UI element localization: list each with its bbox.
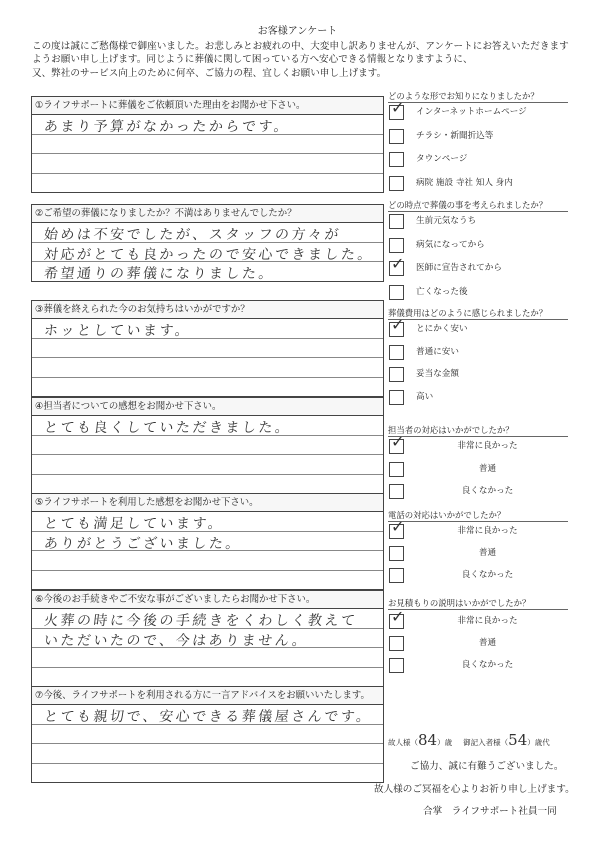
question-4-label: ④担当者についての感想をお聞かせ下さい。 xyxy=(32,398,383,416)
option-label: 妥当な金額 xyxy=(416,369,459,379)
deceased-age-value: 84 xyxy=(418,731,438,749)
writer-age-value: 54 xyxy=(508,731,528,749)
handwritten-answer: あまり予算がなかったからです。 xyxy=(43,119,291,135)
option-label: インターネットホームページ xyxy=(416,107,527,117)
page-title: お客様アンケート xyxy=(257,26,338,37)
question-3 xyxy=(31,300,384,397)
checkbox[interactable] xyxy=(389,98,405,120)
side-question-label: 電話の対応はいかがでしたか？ xyxy=(388,509,568,522)
answer-line[interactable] xyxy=(32,243,383,263)
answer-line[interactable] xyxy=(32,174,383,193)
handwritten-answer: とても良くしていただきました。 xyxy=(43,420,293,436)
answer-line[interactable] xyxy=(32,668,383,687)
checkbox[interactable] xyxy=(389,462,404,477)
option-label: 普通 xyxy=(478,638,497,648)
answer-line[interactable] xyxy=(32,725,383,745)
checkbox[interactable] xyxy=(389,176,404,191)
answer-line[interactable] xyxy=(32,629,383,649)
checkbox[interactable] xyxy=(389,238,404,253)
option-label: 良くなかった xyxy=(461,486,514,496)
intro-text: この度は誠にご愁傷様で御座いました。お悲しみとお疲れの中、大変申し訳ありませんが、アンケートにお答えいただきますようお願い申し上げます。同じように葬儀に関して困っている方へ安心できる情報となりますように、 又、弊社のサービス向上のために何卒、ご協力の程、宜しくお願い申し上げます。 xyxy=(32,41,569,79)
deceased-age-unit: ）歳 xyxy=(437,738,453,747)
option-label: チラシ・新聞折込等 xyxy=(416,130,494,141)
thanks-line: ご協力、誠に有難うございました。 xyxy=(410,761,564,772)
writer-age-unit: ）歳代 xyxy=(527,738,550,747)
question-7-label: ⑦今後、ライフサポートを利用される方に一言アドバイスをお願いいたします。 xyxy=(32,687,383,705)
side-question-label: 担当者の対応はいかがでしたか？ xyxy=(388,424,568,437)
option-label: タウンページ xyxy=(416,154,468,164)
checkbox[interactable] xyxy=(389,546,404,561)
checkbox[interactable] xyxy=(389,367,404,382)
deceased-age-label: 故人様（ xyxy=(388,738,418,747)
question-2-label: ②ご希望の葬儀になりましたか？不満はありませんでしたか？ xyxy=(32,205,383,223)
check-mark-icon: ✓ xyxy=(391,254,405,273)
answer-line[interactable] xyxy=(32,609,383,629)
option-label: 良くなかった xyxy=(461,570,514,580)
question-6 xyxy=(31,590,384,687)
answer-line[interactable] xyxy=(32,648,383,668)
option-label: 医師に宣告されてから xyxy=(416,263,502,273)
checkbox[interactable] xyxy=(389,636,404,651)
answer-line[interactable] xyxy=(32,705,383,725)
handwritten-answer: 対応がとても良かったので安心できました。 xyxy=(43,246,375,263)
option-label: 普通 xyxy=(478,548,497,558)
side-question-label: 葬儀費用はどのように感じられましたか？ xyxy=(388,307,568,320)
check-mark-icon: ✓ xyxy=(391,607,405,626)
answer-line[interactable] xyxy=(32,764,383,783)
answer-line[interactable] xyxy=(32,339,383,359)
answer-line[interactable] xyxy=(32,512,383,532)
checkbox[interactable] xyxy=(389,517,405,539)
option-label: 非常に良かった xyxy=(457,616,518,626)
checkbox[interactable] xyxy=(389,129,404,144)
check-mark-icon: ✓ xyxy=(391,315,405,334)
checkbox[interactable] xyxy=(389,658,404,673)
option-label: とにかく安い xyxy=(416,324,468,334)
answer-line[interactable] xyxy=(32,532,383,552)
option-label: 非常に良かった xyxy=(457,526,518,536)
side-question-label: どの時点で葬儀の事を考えられましたか？ xyxy=(388,199,568,212)
checkbox[interactable] xyxy=(389,254,405,276)
answer-line[interactable] xyxy=(32,475,383,494)
checkbox[interactable] xyxy=(389,345,404,360)
question-3-label: ③葬儀を終えられた今のお気持ちはいかがですか？ xyxy=(32,301,383,319)
question-5 xyxy=(31,493,384,590)
answer-line[interactable] xyxy=(32,135,383,155)
answer-line[interactable] xyxy=(32,262,383,281)
option-label: 普通に安い xyxy=(416,346,459,357)
check-mark-icon: ✓ xyxy=(391,517,405,536)
option-label: 普通 xyxy=(478,463,497,474)
checkbox[interactable] xyxy=(389,152,404,167)
handwritten-answer: 希望通りの葬儀になりました。 xyxy=(43,266,276,282)
handwritten-answer: いただいたので、今はありません。 xyxy=(43,632,310,649)
question-6-label: ⑥今後のお手続きやご不安な事がございましたらお聞かせ下さい。 xyxy=(32,591,383,609)
question-1-label: ①ライフサポートに葬儀をご依頼頂いた理由をお聞かせ下さい。 xyxy=(32,97,383,115)
question-4 xyxy=(31,397,384,494)
answer-line[interactable] xyxy=(32,455,383,475)
question-5-label: ⑤ライフサポートを利用した感想をお聞かせ下さい。 xyxy=(32,494,383,512)
checkbox[interactable] xyxy=(389,568,404,583)
answer-line[interactable] xyxy=(32,416,383,436)
handwritten-answer: 始めは不安でしたが、スタッフの方々が xyxy=(43,227,342,243)
option-label: 亡くなった後 xyxy=(416,286,468,297)
answer-line[interactable] xyxy=(32,436,383,456)
question-2 xyxy=(31,204,384,282)
option-label: 生前元気なうち xyxy=(416,216,477,226)
handwritten-answer: とても満足しています。 xyxy=(43,516,226,532)
checkbox[interactable] xyxy=(389,484,404,499)
checkbox[interactable] xyxy=(389,607,405,629)
checkbox[interactable] xyxy=(389,315,405,337)
handwritten-answer: ありがとうございました。 xyxy=(43,535,243,552)
answer-line[interactable] xyxy=(32,551,383,571)
question-1 xyxy=(31,96,384,193)
checkbox[interactable] xyxy=(389,390,404,405)
side-question-label: お見積もりの説明はいかがでしたか？ xyxy=(388,597,568,610)
option-label: 良くなかった xyxy=(461,660,514,670)
checkbox[interactable] xyxy=(389,214,404,229)
answer-line[interactable] xyxy=(32,319,383,339)
answer-line[interactable] xyxy=(32,115,383,135)
check-mark-icon: ✓ xyxy=(391,98,405,117)
handwritten-answer: 火葬の時に今後の手続きをくわしく教えて xyxy=(43,613,359,629)
answer-line[interactable] xyxy=(32,571,383,590)
writer-age-label: 御記入者様（ xyxy=(463,738,509,747)
checkbox[interactable] xyxy=(389,432,405,454)
option-label: 病院 施設 寺社 知人 身内 xyxy=(416,177,513,188)
condolence-line: 故人様のご冥福を心よりお祈り申し上げます。 xyxy=(374,784,575,795)
question-7 xyxy=(31,686,384,783)
answer-line[interactable] xyxy=(32,378,383,397)
check-mark-icon: ✓ xyxy=(391,432,405,451)
age-line xyxy=(388,731,550,749)
option-label: 病気になってから xyxy=(416,239,485,250)
answer-line[interactable] xyxy=(32,744,383,764)
answer-line[interactable] xyxy=(32,154,383,174)
option-label: 高い xyxy=(416,391,434,402)
answer-line[interactable] xyxy=(32,358,383,378)
option-label: 非常に良かった xyxy=(457,441,518,451)
side-question-label: どのような形でお知りになりましたか？ xyxy=(388,90,568,103)
handwritten-answer: ホッとしています。 xyxy=(43,323,193,339)
signature-line: 合掌 ライフサポート社員一同 xyxy=(423,806,557,817)
answer-line[interactable] xyxy=(32,223,383,243)
checkbox[interactable] xyxy=(389,285,404,300)
handwritten-answer: とても親切で、安心できる葬儀屋さんです。 xyxy=(43,709,374,725)
